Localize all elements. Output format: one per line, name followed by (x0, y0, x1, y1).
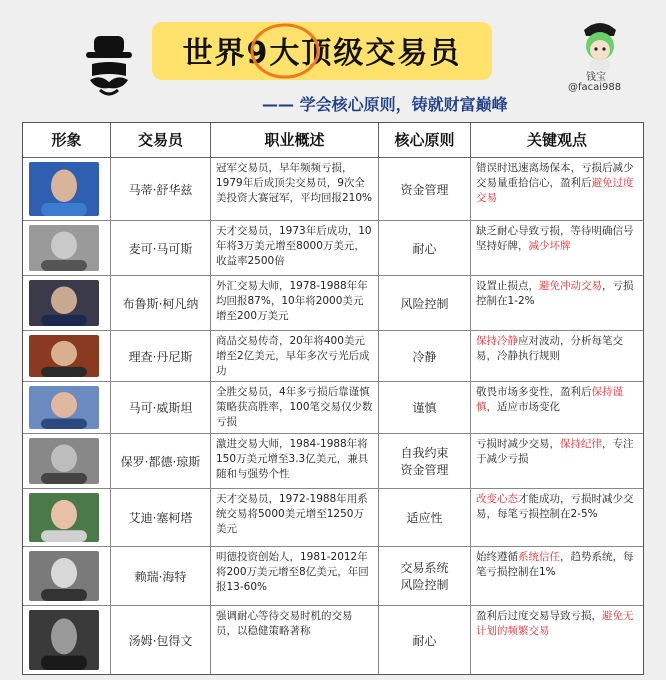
core-principle: 耐心 (379, 221, 471, 275)
key-view-text: 始终遵循 (476, 551, 518, 563)
trader-name: 艾迪·塞柯塔 (111, 489, 211, 546)
circle-mark-icon (248, 22, 322, 80)
trader-photo (29, 386, 99, 429)
career-overview: 激进交易大师，1984-1988年将150万美元增至3.3亿美元，兼具随和与强势个性 (211, 434, 379, 488)
photo-cell (23, 221, 111, 275)
column-header-image: 形象 (23, 123, 111, 158)
key-view-text: 才能成功，亏损时减少交易，每笔亏损控制在2-5% (476, 493, 634, 520)
career-overview: 外汇交易大师，1978-1988年年均回报87%，10年将2000美元增至200万美元 (211, 276, 379, 330)
trader-photo (29, 225, 99, 271)
photo-cell (23, 606, 111, 674)
key-view-text: 错误时迅速离场保本，亏损后减少交易量重拾信心，盈利后 (476, 162, 634, 189)
core-principle: 风险控制 (379, 276, 471, 330)
key-view-text: ，适应市场变化 (486, 401, 560, 413)
key-view (471, 489, 643, 546)
key-view-highlight: 减少坏牌 (528, 240, 571, 252)
career-overview: 天才交易员，1972-1988年用系统交易将5000美元增至1250万美元 (211, 489, 379, 546)
table-row (23, 158, 643, 221)
table-row (23, 434, 643, 489)
trader-photo (29, 610, 99, 670)
key-view (471, 158, 643, 220)
avatar-name: 钱宝 (586, 72, 606, 83)
trader-photo (29, 335, 99, 377)
table-row (23, 221, 643, 276)
key-view-highlight: 避免过度交易 (476, 177, 634, 204)
trader-name: 理查·丹尼斯 (111, 331, 211, 381)
career-overview: 全胜交易员，4年多亏损后靠谨慎策略获高胜率，100笔交易仅少数亏损 (211, 382, 379, 433)
photo-cell (23, 158, 111, 220)
key-view (471, 331, 643, 381)
table-row (23, 547, 643, 606)
key-view-text: 敬畏市场多变性，盈利后 (476, 386, 592, 398)
trader-name: 保罗·都德·琼斯 (111, 434, 211, 488)
key-view (471, 434, 643, 488)
key-view-text: 应对波动，分析每笔交易，冷静执行规则 (476, 335, 623, 362)
photo-cell (23, 547, 111, 605)
table-row (23, 489, 643, 547)
core-principle: 冷静 (379, 331, 471, 381)
key-view (471, 606, 643, 674)
core-principle: 谨慎 (379, 382, 471, 433)
avatar-handle: @facai988 (568, 82, 622, 93)
career-overview: 冠军交易员，早年频频亏损，1979年后成顶尖交易员，9次全美投资大赛冠军，平均回报210% (211, 158, 379, 220)
key-view-text: ，趋势系统，每笔亏损控制在1% (476, 551, 634, 578)
key-view (471, 382, 643, 433)
key-view-text: ，专注于减少亏损 (476, 438, 634, 465)
photo-cell (23, 434, 111, 488)
hat-mustache-logo-icon (82, 36, 136, 98)
career-overview: 天才交易员，1973年后成功，10年将3万美元增至8000万美元，收益率2500倍 (211, 221, 379, 275)
photo-cell (23, 276, 111, 330)
core-principle: 资金管理 (379, 158, 471, 220)
core-principle: 自我约束 资金管理 (379, 434, 471, 488)
trader-name: 马可·威斯坦 (111, 382, 211, 433)
core-principle: 交易系统 风险控制 (379, 547, 471, 605)
title-banner (152, 22, 492, 80)
table-row (23, 276, 643, 331)
key-view-highlight: 保持谨慎 (476, 386, 623, 413)
table-row (23, 606, 643, 674)
core-principle: 适应性 (379, 489, 471, 546)
table-row (23, 382, 643, 434)
traders-table (22, 122, 644, 675)
key-view (471, 221, 643, 275)
core-principle: 耐心 (379, 606, 471, 674)
career-overview: 明德投资创始人，1981-2012年将200万美元增至8亿美元，年回报13-60% (211, 547, 379, 605)
column-header-key-view: 关键观点 (471, 123, 643, 158)
trader-name: 马蒂·舒华兹 (111, 158, 211, 220)
trader-name: 汤姆·包得文 (111, 606, 211, 674)
key-view-text: 缺乏耐心导致亏损，等待明确信号坚持好牌， (476, 225, 634, 252)
key-view-highlight: 避免无计划的频繁交易 (476, 610, 634, 637)
trader-photo (29, 280, 99, 326)
trader-photo (29, 162, 99, 216)
key-view-highlight: 保持纪律 (560, 438, 602, 450)
photo-cell (23, 331, 111, 381)
column-header-trader: 交易员 (111, 123, 211, 158)
career-overview: 商品交易传奇，20年将400美元增至2亿美元，早年多次亏光后成功 (211, 331, 379, 381)
photo-cell (23, 382, 111, 433)
trader-name: 布鲁斯·柯凡纳 (111, 276, 211, 330)
key-view-text: 设置止损点， (476, 280, 539, 292)
trader-photo (29, 493, 99, 542)
key-view (471, 547, 643, 605)
subtitle: —— 学会核心原则，铸就财富巅峰 (262, 95, 508, 114)
trader-photo (29, 438, 99, 484)
key-view-text: ，亏损控制在1-2% (476, 280, 634, 307)
header (0, 0, 666, 120)
column-header-overview: 职业概述 (211, 123, 379, 158)
key-view-highlight: 改变心态 (476, 493, 518, 505)
trader-photo (29, 551, 99, 601)
page-title: 世界9大顶级交易员 (182, 36, 462, 71)
key-view-text: 亏损时减少交易， (476, 438, 560, 450)
table-row (23, 331, 643, 382)
career-overview: 强调耐心等待交易时机的交易员，以稳健策略著称 (211, 606, 379, 674)
key-view-highlight: 避免冲动交易 (539, 280, 602, 292)
key-view-highlight: 系统信任 (518, 551, 560, 563)
trader-name: 麦可·马可斯 (111, 221, 211, 275)
photo-cell (23, 489, 111, 546)
key-view-text: 盈利后过度交易导致亏损， (476, 610, 602, 622)
trader-name: 赖瑞·海特 (111, 547, 211, 605)
column-header-principle: 核心原则 (379, 123, 471, 158)
key-view-highlight: 保持冷静 (476, 335, 518, 347)
key-view (471, 276, 643, 330)
